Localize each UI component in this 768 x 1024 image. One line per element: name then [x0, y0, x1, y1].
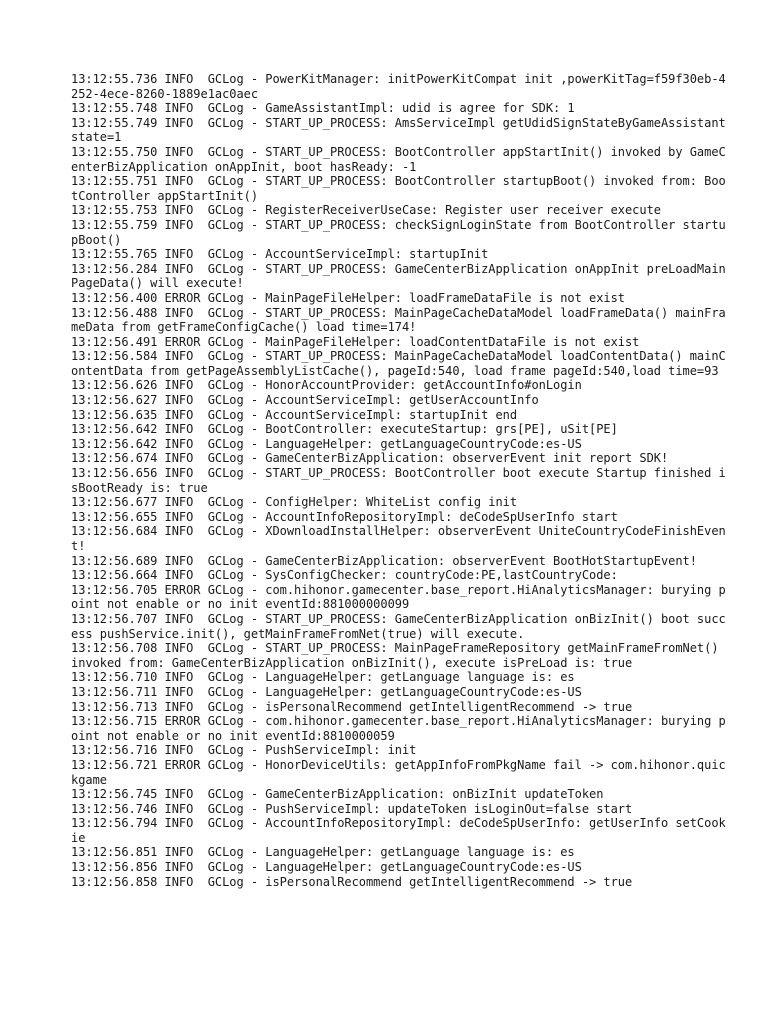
- log-line: 13:12:56.642 INFO GCLog - LanguageHelper: getLanguageCountryCode:es-US: [71, 436, 582, 451]
- log-line: 13:12:56.708 INFO GCLog - START_UP_PROCESS: MainPageFrameRepository getMainFrameFromNet() invoked from: GameCenterBizApplication onBizInit(), execute isPreLoad is: true: [71, 641, 726, 670]
- log-line: 13:12:56.635 INFO GCLog - AccountServiceImpl: startupInit end: [71, 407, 518, 422]
- log-line: 13:12:56.655 INFO GCLog - AccountInfoRepositoryImpl: deCodeSpUserInfo start: [71, 509, 618, 524]
- log-line: 13:12:55.753 INFO GCLog - RegisterReceiverUseCase: Register user receiver execute: [71, 203, 661, 218]
- log-line: 13:12:56.488 INFO GCLog - START_UP_PROCESS: MainPageCacheDataModel loadFrameData() mainFrameData from getFrameConfigCache() load time=174!: [71, 305, 726, 335]
- log-line: 13:12:56.746 INFO GCLog - PushServiceImpl: updateToken isLoginOut=false start: [71, 801, 633, 816]
- log-line: 13:12:55.765 INFO GCLog - AccountServiceImpl: startupInit: [71, 247, 489, 262]
- log-document: [71, 72, 731, 889]
- log-line: 13:12:56.745 INFO GCLog - GameCenterBizApplication: onBizInit updateToken: [71, 787, 604, 802]
- log-line: 13:12:56.794 INFO GCLog - AccountInfoRepositoryImpl: deCodeSpUserInfo: getUserInfo setCookie: [71, 816, 726, 845]
- log-line: 13:12:56.677 INFO GCLog - ConfigHelper: WhiteList config init: [71, 495, 518, 510]
- log-line: 13:12:56.626 INFO GCLog - HonorAccountProvider: getAccountInfo#onLogin: [71, 378, 582, 393]
- log-line: 13:12:56.858 INFO GCLog - isPersonalRecommend getIntelligentRecommend -> true: [71, 874, 633, 889]
- log-line: 13:12:56.284 INFO GCLog - START_UP_PROCESS: GameCenterBizApplication onAppInit preLoadMainPageData() will execute!: [71, 261, 726, 291]
- log-line: 13:12:56.711 INFO GCLog - LanguageHelper: getLanguageCountryCode:es-US: [71, 684, 582, 699]
- log-line: 13:12:56.721 ERROR GCLog - HonorDeviceUtils: getAppInfoFromPkgName fail -> com.hihonor.quickgame: [71, 757, 726, 787]
- log-line: 13:12:56.689 INFO GCLog - GameCenterBizApplication: observerEvent BootHotStartupEvent!: [71, 553, 697, 568]
- log-line: 13:12:56.715 ERROR GCLog - com.hihonor.gamecenter.base_report.HiAnalyticsManager: burying point not enable or no init eventId:8810000059: [71, 714, 726, 743]
- log-line: 13:12:55.749 INFO GCLog - START_UP_PROCESS: AmsServiceImpl getUdidSignStateByGameAssistant state=1: [71, 115, 733, 145]
- log-line: 13:12:56.705 ERROR GCLog - com.hihonor.gamecenter.base_report.HiAnalyticsManager: burying point not enable or no init eventId:881000000099: [71, 582, 726, 612]
- log-line: 13:12:55.736 INFO GCLog - PowerKitManager: initPowerKitCompat init ,powerKitTag=f59f30eb-4252-4ece-8260-1889e1ac0aec: [71, 72, 726, 101]
- log-line: 13:12:56.684 INFO GCLog - XDownloadInstallHelper: observerEvent UniteCountryCodeFinishEvent!: [71, 524, 726, 553]
- log-line: 13:12:56.627 INFO GCLog - AccountServiceImpl: getUserAccountInfo: [71, 393, 539, 408]
- log-line: 13:12:55.748 INFO GCLog - GameAssistantImpl: udid is agree for SDK: 1: [71, 101, 575, 116]
- log-line: 13:12:56.710 INFO GCLog - LanguageHelper: getLanguage language is: es: [71, 670, 575, 685]
- log-line: 13:12:55.759 INFO GCLog - START_UP_PROCESS: checkSignLoginState from BootController startupBoot(): [71, 217, 726, 247]
- log-line: 13:12:55.750 INFO GCLog - START_UP_PROCESS: BootController appStartInit() invoked by GameCenterBizApplication onAppInit, boot hasReady: -1: [71, 144, 726, 174]
- log-line: 13:12:56.856 INFO GCLog - LanguageHelper: getLanguageCountryCode:es-US: [71, 860, 582, 875]
- log-line: 13:12:56.584 INFO GCLog - START_UP_PROCESS: MainPageCacheDataModel loadContentData() mainContentData from getPageAssemblyListCache(), pageId:540, load frame pageId:540,load time=93: [71, 349, 726, 378]
- log-line: 13:12:56.713 INFO GCLog - isPersonalRecommend getIntelligentRecommend -> true: [71, 699, 633, 714]
- log-line: 13:12:56.707 INFO GCLog - START_UP_PROCESS: GameCenterBizApplication onBizInit() boot success pushService.init(), getMainFrameFromNet(true) will execute.: [71, 611, 726, 641]
- log-line: 13:12:56.400 ERROR GCLog - MainPageFileHelper: loadFrameDataFile is not exist: [71, 290, 625, 305]
- log-line: 13:12:56.716 INFO GCLog - PushServiceImpl: init: [71, 743, 417, 758]
- log-line: 13:12:55.751 INFO GCLog - START_UP_PROCESS: BootController startupBoot() invoked from: BootController appStartInit(): [71, 174, 726, 203]
- log-line: 13:12:56.664 INFO GCLog - SysConfigChecker: countryCode:PE,lastCountryCode:: [71, 568, 618, 583]
- log-line: 13:12:56.642 INFO GCLog - BootController: executeStartup: grs[PE], uSit[PE]: [71, 422, 618, 437]
- log-line: 13:12:56.656 INFO GCLog - START_UP_PROCESS: BootController boot execute Startup finished isBootReady is: true: [71, 466, 726, 495]
- log-line: 13:12:56.674 INFO GCLog - GameCenterBizApplication: observerEvent init report SDK!: [71, 451, 669, 466]
- log-line: 13:12:56.851 INFO GCLog - LanguageHelper: getLanguage language is: es: [71, 845, 575, 860]
- log-line: 13:12:56.491 ERROR GCLog - MainPageFileHelper: loadContentDataFile is not exist: [71, 334, 640, 349]
